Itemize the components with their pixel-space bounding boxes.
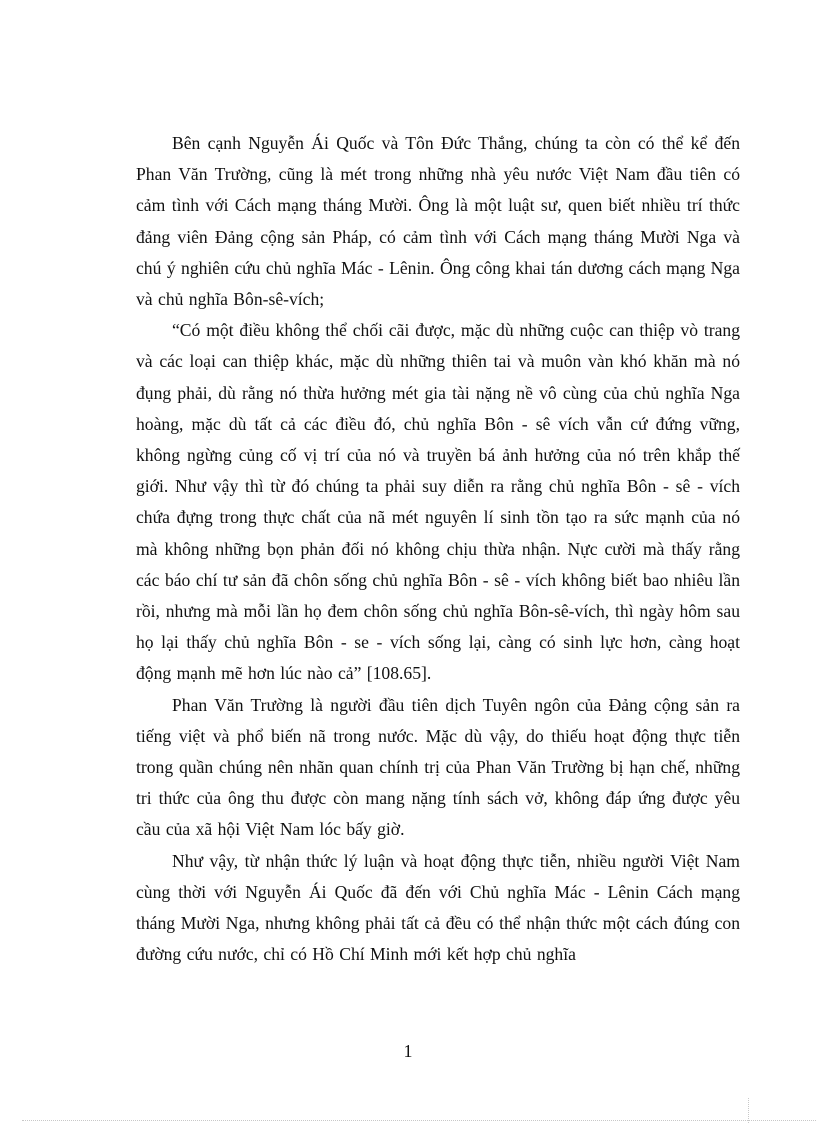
body-text — [136, 128, 740, 970]
paragraph-1: Bên cạnh Nguyễn Ái Quốc và Tôn Đức Thắng, chúng ta còn có thể kể đến Phan Văn Trường, cũng là mét trong những nhà yêu nước Việt Nam đầu tiên có cảm tình với Cách mạng tháng Mười. Ông là một luật sư, quen biết nhiều trí thức đảng viên Đảng cộng sản Pháp, có cảm tình với Cách mạng tháng Mười Nga và chú ý nghiên cứu chủ nghĩa Mác - Lênin. Ông công khai tán dương cách mạng Nga và chủ nghĩa Bôn-sê-vích; — [136, 133, 740, 310]
page-corner-mark — [748, 1098, 750, 1123]
paragraph-4: Như vậy, từ nhận thức lý luận và hoạt động thực tiễn, nhiều người Việt Nam cùng thời với Nguyễn Ái Quốc đã đến với Chủ nghĩa Mác - Lênin Cách mạng tháng Mười Nga, nhưng không phải tất cả đều có thể nhận thức một cách đúng con đường cứu nước, chỉ có Hồ Chí Minh mới kết hợp chủ nghĩa — [136, 850, 740, 965]
paragraph-3: Phan Văn Trường là người đầu tiên dịch Tuyên ngôn của Đảng cộng sản ra tiếng việt và phổ biến nã trong nước. Mặc dù vậy, do thiếu hoạt động thực tiễn trong quần chúng nên nhãn quan chính trị của Phan Văn Trường bị hạn chế, những tri thức của ông thu được còn mang nặng tính sách vở, không đáp ứng được yêu cầu của xã hội Việt Nam lóc bấy giờ. — [136, 694, 740, 840]
page-number: 1 — [403, 1041, 413, 1061]
paragraph-2-quote: “Có một điều không thể chối cãi được, mặc dù những cuộc can thiệp vò trang và các loại can thiệp khác, mặc dù những thiên tai và muôn vàn khó khăn mà nó đụng phải, dù rằng nó thừa hưởng mét gia tài nặng nề vô cùng của chủ nghĩa Nga hoàng, mặc dù tất cả các điều đó, chủ nghĩa Bôn - sê vích vẫn cứ đứng vững, không ngừng củng cố vị trí của nó và truyền bá ảnh hưởng của nó trên khắp thế giới. Như vậy thì từ đó chúng ta phải suy diễn ra rằng chủ nghĩa Bôn - sê - vích chứa đựng trong thực chất của nã mét nguyên lí sinh tồn tạo ra sức mạnh của nó mà không những bọn phản đối nó không chịu thừa nhận. Nực cười mà thấy rằng các báo chí tư sản đã chôn sống chủ nghĩa Bôn - sê - vích không biết bao nhiêu lần rồi, nhưng mà mỗi lần họ đem chôn sống chủ nghĩa Bôn-sê-vích, thì ngày hôm sau họ lại thấy chủ nghĩa Bôn - se - vích sống lại, càng có sinh lực hơn, càng hoạt động mạnh mẽ hơn lúc nào cả” [108.65]. — [136, 320, 740, 684]
page-bottom-border — [22, 1120, 816, 1121]
